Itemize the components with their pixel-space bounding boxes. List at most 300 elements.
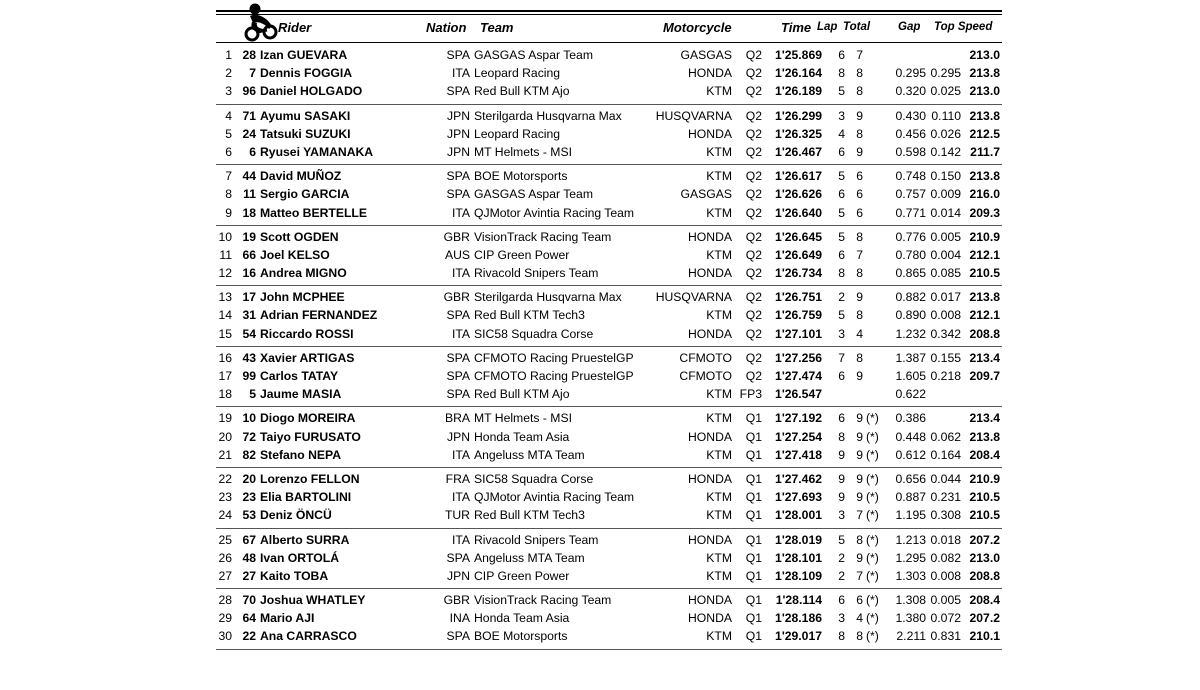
table-row xyxy=(216,470,1002,488)
total-laps: 9 xyxy=(856,490,863,505)
team-name: BOE Motorsports xyxy=(474,629,568,644)
gap-to-first: 0.748 xyxy=(895,169,926,184)
team-name: MT Helmets - MSI xyxy=(474,144,572,159)
session: Q1 xyxy=(745,568,762,583)
lap-time: 1'27.418 xyxy=(775,447,822,462)
motorcycle: HONDA xyxy=(687,593,732,608)
rider-name: Andrea MIGNO xyxy=(260,266,347,281)
gap-to-previous: 0.062 xyxy=(930,429,961,444)
table-row xyxy=(216,349,1002,367)
lap-time: 1'28.019 xyxy=(775,532,822,547)
rider-name: Daniel HOLGADO xyxy=(260,84,363,99)
position: 12 xyxy=(218,266,232,281)
team-name: VisionTrack Racing Team xyxy=(474,229,612,244)
gap-to-first: 0.598 xyxy=(895,144,926,159)
team-name: QJMotor Avintia Racing Team xyxy=(474,490,635,505)
motorcycle: HONDA xyxy=(687,66,732,81)
gap-to-previous: 0.008 xyxy=(930,568,961,583)
total-laps: 9 xyxy=(856,108,863,123)
nation: JPN xyxy=(446,144,470,159)
gap-to-previous: 0.018 xyxy=(930,532,961,547)
top-speed: 213.0 xyxy=(969,550,1000,565)
best-lap: 8 xyxy=(838,429,845,444)
note-mark: (*) xyxy=(866,490,879,505)
total-laps: 6 xyxy=(856,205,863,220)
table-row xyxy=(216,609,1002,627)
motorcycle: KTM xyxy=(706,205,732,220)
rider-number: 71 xyxy=(242,108,256,123)
position: 10 xyxy=(218,229,232,244)
position: 19 xyxy=(218,411,232,426)
total-laps: 8 xyxy=(856,66,863,81)
team-name: CFMOTO Racing PruestelGP xyxy=(474,369,634,383)
rider-name: Xavier ARTIGAS xyxy=(260,350,355,365)
gap-to-previous: 0.072 xyxy=(930,611,961,626)
gap-to-first: 1.605 xyxy=(895,369,926,383)
rider-name: Diogo MOREIRA xyxy=(260,411,356,426)
session: Q1 xyxy=(745,508,762,523)
session: FP3 xyxy=(739,387,762,402)
rider-number: 23 xyxy=(242,490,256,505)
position: 28 xyxy=(218,593,232,608)
motorcycle: KTM xyxy=(706,550,732,565)
rider-number: 99 xyxy=(242,369,256,383)
table-row xyxy=(216,185,1002,203)
team-name: MT Helmets - MSI xyxy=(474,411,572,426)
team-name: Red Bull KTM Tech3 xyxy=(474,508,585,523)
gap-to-first: 1.295 xyxy=(895,550,926,565)
rider-name: Ayumu SASAKI xyxy=(260,108,351,123)
nation: ITA xyxy=(451,266,470,281)
nation: SPA xyxy=(446,550,470,565)
table-row xyxy=(216,167,1002,185)
best-lap: 9 xyxy=(838,490,845,505)
nation: SPA xyxy=(446,369,470,383)
nation: GBR xyxy=(443,593,470,608)
best-lap: 5 xyxy=(838,169,845,184)
note-mark: (*) xyxy=(866,550,879,565)
best-lap: 6 xyxy=(838,411,845,426)
gap-to-first: 0.890 xyxy=(895,308,926,323)
gap-to-previous: 0.017 xyxy=(930,290,961,305)
gap-to-previous: 0.142 xyxy=(930,144,961,159)
gap-to-first: 1.380 xyxy=(895,611,926,626)
lap-time: 1'28.186 xyxy=(775,611,822,626)
top-speed: 213.4 xyxy=(969,350,1000,365)
gap-to-first: 0.448 xyxy=(895,429,926,444)
motorcycle: HUSQVARNA xyxy=(655,108,732,123)
session: Q2 xyxy=(745,369,762,383)
best-lap: 5 xyxy=(838,229,845,244)
rider-number: 22 xyxy=(242,629,256,644)
top-speed: 213.8 xyxy=(969,290,1000,305)
nation: SPA xyxy=(446,48,470,62)
lap-time: 1'28.109 xyxy=(775,568,822,583)
nation: ITA xyxy=(451,326,470,341)
table-row xyxy=(216,325,1002,343)
lap-time: 1'27.256 xyxy=(775,350,822,365)
table-row xyxy=(216,204,1002,222)
nation: SPA xyxy=(446,387,470,402)
team-name: GASGAS Aspar Team xyxy=(474,48,593,62)
motorcycle: HONDA xyxy=(687,229,732,244)
position: 15 xyxy=(218,326,232,341)
gap-to-previous: 0.155 xyxy=(930,350,961,365)
session: Q1 xyxy=(745,629,762,644)
table-row xyxy=(216,409,1002,427)
rider-name: Tatsuki SUZUKI xyxy=(260,126,351,141)
total-laps: 8 xyxy=(856,308,863,323)
header-total: Total xyxy=(843,21,871,33)
table-row xyxy=(216,82,1002,100)
rider-number: 19 xyxy=(242,229,256,244)
header-team: Team xyxy=(480,20,514,35)
rider-number: 18 xyxy=(242,205,256,220)
results-group xyxy=(216,226,1002,287)
rider-name: Stefano NEPA xyxy=(260,447,342,462)
best-lap: 6 xyxy=(838,48,845,62)
team-name: Sterilgarda Husqvarna Max xyxy=(474,108,622,123)
rider-name: Riccardo ROSSI xyxy=(260,326,354,341)
rider-number: 7 xyxy=(249,66,256,81)
rider-number: 44 xyxy=(242,169,256,184)
note-mark: (*) xyxy=(866,447,879,462)
rider-name: John MCPHEE xyxy=(260,290,345,305)
lap-time: 1'26.626 xyxy=(775,187,822,202)
team-name: QJMotor Avintia Racing Team xyxy=(474,205,635,220)
nation: ITA xyxy=(451,447,470,462)
top-speed: 213.0 xyxy=(969,48,1000,62)
rider-number: 82 xyxy=(242,447,256,462)
position: 26 xyxy=(218,550,232,565)
team-name: CIP Green Power xyxy=(474,568,570,583)
total-laps: 8 xyxy=(856,229,863,244)
session: Q2 xyxy=(745,144,762,159)
team-name: GASGAS Aspar Team xyxy=(474,187,593,202)
gap-to-first: 0.320 xyxy=(895,84,926,99)
gap-to-previous: 0.005 xyxy=(930,229,961,244)
best-lap: 5 xyxy=(838,205,845,220)
rider-number: 27 xyxy=(242,568,256,583)
total-laps: 8 xyxy=(856,629,863,644)
lap-time: 1'28.101 xyxy=(775,550,822,565)
rider-name: Lorenzo FELLON xyxy=(260,471,360,486)
results-group xyxy=(216,286,1002,347)
rider-name: Jaume MASIA xyxy=(260,387,342,402)
position: 16 xyxy=(218,350,232,365)
total-laps: 9 xyxy=(856,550,863,565)
motorcycle: KTM xyxy=(706,84,732,99)
gap-to-previous: 0.308 xyxy=(930,508,961,523)
top-speed: 208.8 xyxy=(969,326,1000,341)
best-lap: 3 xyxy=(838,611,845,626)
session: Q1 xyxy=(745,471,762,486)
table-row xyxy=(216,228,1002,246)
total-laps: 9 xyxy=(856,429,863,444)
rider-number: 96 xyxy=(242,84,256,99)
gap-to-first: 0.612 xyxy=(895,447,926,462)
best-lap: 6 xyxy=(838,247,845,262)
rider-number: 48 xyxy=(242,550,256,565)
top-speed: 211.7 xyxy=(970,144,1000,159)
gap-to-previous: 0.005 xyxy=(930,593,961,608)
results-group xyxy=(216,589,1002,650)
motorcycle: KTM xyxy=(706,387,732,402)
rider-number: 24 xyxy=(242,126,256,141)
lap-time: 1'26.189 xyxy=(775,84,822,99)
top-speed: 212.1 xyxy=(969,247,1000,262)
top-speed: 207.2 xyxy=(969,532,1000,547)
rider-name: Dennis FOGGIA xyxy=(260,66,353,81)
rider-number: 72 xyxy=(242,429,256,444)
lap-time: 1'26.164 xyxy=(775,66,822,81)
nation: ITA xyxy=(451,66,470,81)
table-row xyxy=(216,246,1002,264)
rider-name: Elia BARTOLINI xyxy=(260,490,352,505)
results-group xyxy=(216,407,1002,468)
nation: ITA xyxy=(451,490,470,505)
rider-number: 16 xyxy=(242,266,256,281)
session: Q1 xyxy=(745,532,762,547)
lap-time: 1'27.192 xyxy=(775,411,822,426)
team-name: Honda Team Asia xyxy=(474,611,570,626)
best-lap: 9 xyxy=(838,471,845,486)
position: 3 xyxy=(225,84,232,99)
session: Q2 xyxy=(745,187,762,202)
best-lap: 6 xyxy=(838,593,845,608)
gap-to-first: 1.308 xyxy=(895,593,926,608)
note-mark: (*) xyxy=(866,471,879,486)
session: Q1 xyxy=(745,550,762,565)
gap-to-previous: 0.342 xyxy=(930,326,961,341)
best-lap: 6 xyxy=(838,187,845,202)
motorcycle: KTM xyxy=(706,144,732,159)
total-laps: 8 xyxy=(856,266,863,281)
rider-name: Ivan ORTOLÁ xyxy=(260,550,340,565)
table-row xyxy=(216,549,1002,567)
nation: JPN xyxy=(446,126,470,141)
rider-name: Taiyo FURUSATO xyxy=(260,429,361,444)
rider-number: 6 xyxy=(249,144,256,159)
motorcycle: KTM xyxy=(706,568,732,583)
results-body xyxy=(216,44,1002,650)
gap-to-first: 0.456 xyxy=(895,126,926,141)
motorcycle: KTM xyxy=(706,447,732,462)
table-row xyxy=(216,567,1002,585)
position: 7 xyxy=(225,169,232,184)
nation: JPN xyxy=(446,568,470,583)
rider-number: 5 xyxy=(249,387,256,402)
team-name: Honda Team Asia xyxy=(474,429,570,444)
gap-to-previous: 0.044 xyxy=(930,471,961,486)
motorcycle: CFMOTO xyxy=(679,350,732,365)
session: Q1 xyxy=(745,490,762,505)
position: 24 xyxy=(218,508,232,523)
motorcycle: HONDA xyxy=(687,266,732,281)
results-sheet xyxy=(216,10,1002,650)
table-row xyxy=(216,428,1002,446)
motorcycle-rider-icon xyxy=(242,2,278,42)
rider-number: 66 xyxy=(242,247,256,262)
gap-to-first: 0.780 xyxy=(895,247,926,262)
top-speed: 210.5 xyxy=(969,508,1000,523)
rider-number: 43 xyxy=(242,350,256,365)
total-laps: 8 xyxy=(856,126,863,141)
note-mark: (*) xyxy=(866,508,879,523)
table-row xyxy=(216,64,1002,82)
nation: ITA xyxy=(451,205,470,220)
best-lap: 3 xyxy=(838,326,845,341)
session: Q2 xyxy=(745,350,762,365)
gap-to-first: 1.387 xyxy=(895,350,926,365)
gap-to-previous: 0.110 xyxy=(931,108,961,123)
position: 8 xyxy=(225,187,232,202)
gap-to-first: 0.656 xyxy=(895,471,926,486)
motorcycle: GASGAS xyxy=(680,187,732,202)
table-row xyxy=(216,446,1002,464)
team-name: BOE Motorsports xyxy=(474,169,568,184)
session: Q2 xyxy=(745,48,762,62)
nation: ITA xyxy=(451,532,470,547)
lap-time: 1'26.467 xyxy=(775,144,822,159)
team-name: Leopard Racing xyxy=(474,66,561,81)
gap-to-first: 0.386 xyxy=(895,411,926,426)
lap-time: 1'26.325 xyxy=(775,126,822,141)
top-speed: 213.4 xyxy=(969,411,1000,426)
nation: GBR xyxy=(443,229,470,244)
nation: SPA xyxy=(446,308,470,323)
total-laps: 9 xyxy=(856,411,863,426)
total-laps: 8 xyxy=(856,350,863,365)
total-laps: 8 xyxy=(856,532,863,547)
header-lap: Lap xyxy=(817,21,838,33)
rider-number: 20 xyxy=(242,471,256,486)
lap-time: 1'26.734 xyxy=(775,266,822,281)
session: Q2 xyxy=(745,229,762,244)
top-speed: 213.8 xyxy=(969,66,1000,81)
gap-to-first: 0.757 xyxy=(895,187,926,202)
rider-number: 53 xyxy=(242,508,256,523)
position: 20 xyxy=(218,429,232,444)
lap-time: 1'28.114 xyxy=(775,593,822,608)
best-lap: 8 xyxy=(838,66,845,81)
top-speed: 210.5 xyxy=(969,266,1000,281)
position: 17 xyxy=(218,369,232,383)
position: 22 xyxy=(218,471,232,486)
total-laps: 4 xyxy=(856,611,863,626)
team-name: CFMOTO Racing PruestelGP xyxy=(474,350,634,365)
rider-name: Ana CARRASCO xyxy=(260,629,357,644)
session: Q2 xyxy=(745,66,762,81)
table-row xyxy=(216,506,1002,524)
best-lap: 2 xyxy=(838,568,845,583)
gap-to-previous: 0.009 xyxy=(930,187,961,202)
team-name: CIP Green Power xyxy=(474,247,570,262)
header-rider: Rider xyxy=(278,20,312,35)
motorcycle: HONDA xyxy=(687,471,732,486)
note-mark: (*) xyxy=(866,532,879,547)
gap-to-previous: 0.014 xyxy=(930,205,961,220)
top-speed: 208.4 xyxy=(969,593,1000,608)
top-speed: 212.1 xyxy=(969,308,1000,323)
table-header xyxy=(216,10,1002,44)
motorcycle: HONDA xyxy=(687,532,732,547)
rider-number: 10 xyxy=(242,411,256,426)
team-name: Sterilgarda Husqvarna Max xyxy=(474,290,622,305)
rider-name: Ryusei YAMANAKA xyxy=(260,144,374,159)
team-name: Red Bull KTM Ajo xyxy=(474,387,570,402)
rider-name: Joel KELSO xyxy=(260,247,330,262)
results-group xyxy=(216,347,1002,408)
table-row xyxy=(216,125,1002,143)
session: Q2 xyxy=(745,108,762,123)
best-lap: 8 xyxy=(838,629,845,644)
header-top-speed: Top Speed xyxy=(934,21,993,33)
motorcycle: GASGAS xyxy=(680,48,732,62)
table-row xyxy=(216,46,1002,64)
best-lap: 2 xyxy=(838,550,845,565)
rider-name: Scott OGDEN xyxy=(260,229,339,244)
total-laps: 6 xyxy=(856,169,863,184)
top-speed: 216.0 xyxy=(969,187,1000,202)
top-speed: 213.8 xyxy=(969,169,1000,184)
nation: JPN xyxy=(446,429,470,444)
best-lap: 2 xyxy=(838,290,845,305)
table-row xyxy=(216,107,1002,125)
table-row xyxy=(216,264,1002,282)
table-row xyxy=(216,288,1002,306)
total-laps: 9 xyxy=(856,290,863,305)
nation: JPN xyxy=(446,108,470,123)
gap-to-previous: 0.085 xyxy=(930,266,961,281)
note-mark: (*) xyxy=(866,429,879,444)
results-group xyxy=(216,105,1002,166)
lap-time: 1'27.462 xyxy=(775,471,822,486)
table-row xyxy=(216,627,1002,645)
lap-time: 1'26.645 xyxy=(775,229,822,244)
total-laps: 9 xyxy=(856,369,863,383)
session: Q2 xyxy=(745,326,762,341)
rider-name: Adrian FERNANDEZ xyxy=(260,308,378,323)
position: 30 xyxy=(218,629,232,644)
best-lap: 4 xyxy=(838,126,845,141)
session: Q2 xyxy=(745,169,762,184)
total-laps: 7 xyxy=(856,508,863,523)
note-mark: (*) xyxy=(866,593,879,608)
gap-to-first: 1.232 xyxy=(895,326,926,341)
motorcycle: CFMOTO xyxy=(679,369,732,383)
team-name: Leopard Racing xyxy=(474,126,561,141)
nation: BRA xyxy=(444,411,470,426)
motorcycle: KTM xyxy=(706,308,732,323)
nation: FRA xyxy=(445,471,470,486)
session: Q1 xyxy=(745,429,762,444)
top-speed: 213.8 xyxy=(969,108,1000,123)
gap-to-previous: 0.295 xyxy=(930,66,961,81)
team-name: VisionTrack Racing Team xyxy=(474,593,612,608)
best-lap: 8 xyxy=(838,266,845,281)
top-speed: 213.0 xyxy=(969,84,1000,99)
position: 29 xyxy=(218,611,232,626)
total-laps: 9 xyxy=(856,447,863,462)
position: 14 xyxy=(218,308,232,323)
best-lap: 3 xyxy=(838,508,845,523)
gap-to-previous: 0.164 xyxy=(930,447,961,462)
rider-name: Joshua WHATLEY xyxy=(260,593,366,608)
session: Q2 xyxy=(745,84,762,99)
position: 2 xyxy=(225,66,232,81)
motorcycle: HUSQVARNA xyxy=(655,290,732,305)
